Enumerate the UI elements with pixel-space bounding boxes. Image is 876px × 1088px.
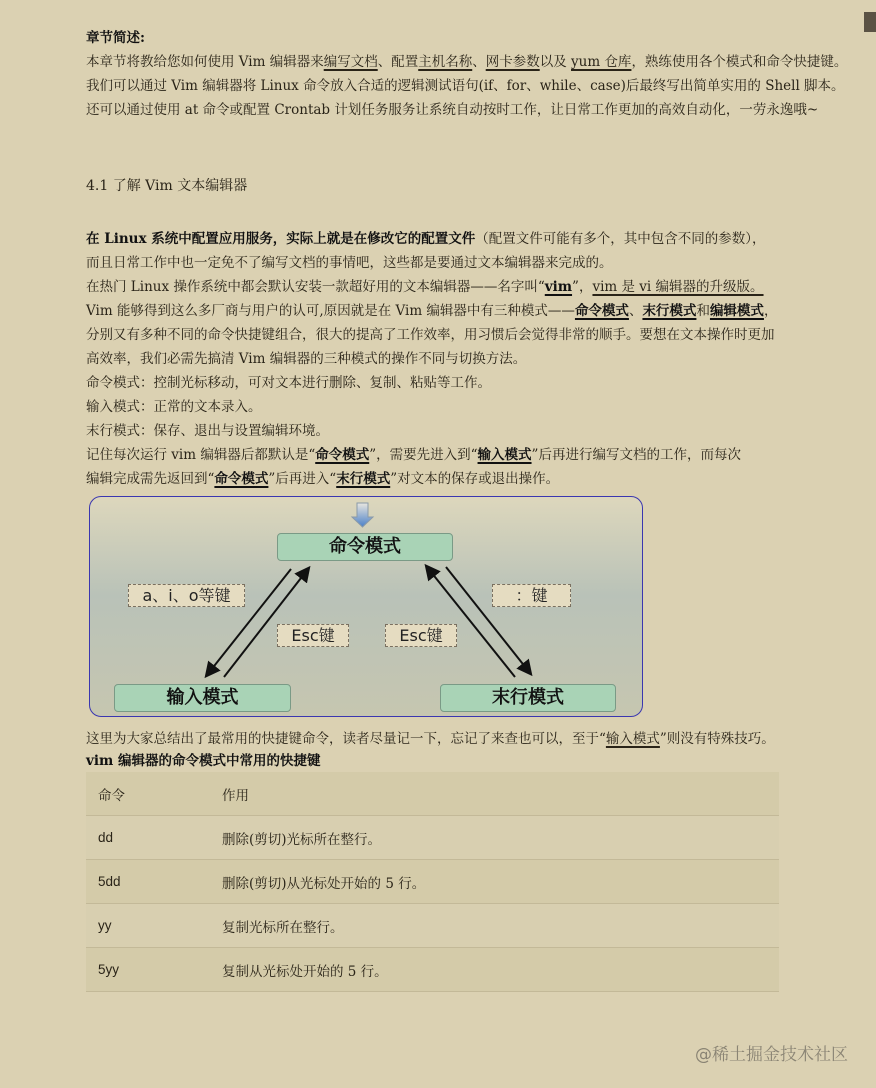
emphasized-term: 编写文档	[323, 54, 378, 70]
text-segment: ”后再进入“	[268, 471, 337, 487]
watermark: @稀土掘金技术社区	[695, 1045, 848, 1065]
cell-command: yy	[86, 904, 210, 948]
text-segment: 在热门 Linux 操作系统中都会默认安装一款超好用的文本编辑器——名字叫“	[86, 279, 545, 295]
text-segment: Vim 能够得到这么多厂商与用户的认可,原因就是在 Vim 编辑器中有三种模式——	[86, 303, 575, 319]
side-panel-tab[interactable]	[864, 12, 876, 32]
emphasized-term: yum 仓库	[571, 54, 632, 70]
shortcut-table	[86, 772, 779, 992]
text-segment: 在 Linux 系统中配置应用服务，实际上就是在修改它的配置文件	[86, 231, 476, 247]
lastline-mode-box: 末行模式	[440, 684, 616, 712]
text-segment: 记住每次运行 vim 编辑器后都默认是“	[86, 447, 316, 463]
body-line	[86, 373, 491, 393]
text-segment: ”则没有特殊技巧。	[659, 731, 775, 747]
body-line	[86, 397, 262, 417]
table-row	[86, 816, 779, 860]
text-segment: 而且日常工作中也一定免不了编写文档的事情吧，这些都是要通过文本编辑器来完成的。	[86, 255, 613, 271]
emphasized-term: vim	[544, 279, 573, 295]
emphasized-term: 末行模式	[642, 303, 697, 319]
cell-action: 删除(剪切)光标所在整行。	[210, 816, 779, 860]
cell-command: 5dd	[86, 860, 210, 904]
text-segment: 还可以通过使用 at 命令或配置 Crontab 计划任务服务让系统自动按时工作，让日常工作更加的高效自动化，一劳永逸哦~	[86, 102, 819, 118]
body-line	[86, 445, 741, 465]
emphasized-term: 主机名称	[418, 54, 473, 70]
intro-line	[86, 52, 847, 72]
body-line	[86, 325, 775, 345]
text-segment: 高效率，我们必需先搞清 Vim 编辑器的三种模式的操作不同与切换方法。	[86, 351, 527, 367]
emphasized-term: 输入模式	[605, 731, 660, 747]
table-title: vim 编辑器的命令模式中常用的快捷键	[86, 753, 321, 769]
emphasized-term: 末行模式	[336, 471, 391, 487]
intro-heading: 章节简述:	[86, 30, 145, 46]
body-line	[86, 349, 526, 369]
body-line	[86, 421, 329, 441]
key-label-colon: ：键	[492, 584, 571, 607]
key-label-aio: a、i、o等键	[128, 584, 245, 607]
text-segment: 命令模式：控制光标移动，可对文本进行删除、复制、粘贴等工作。	[86, 375, 491, 391]
body-line	[86, 277, 764, 297]
text-segment: （配置文件可能有多个，其中包含不同的参数），	[475, 231, 766, 247]
key-label-esc-left: Esc键	[277, 624, 349, 647]
header-command: 命令	[86, 772, 210, 816]
text-segment: 、	[472, 54, 486, 70]
cell-action: 复制从光标处开始的 5 行。	[210, 948, 779, 992]
body-line	[86, 253, 613, 273]
emphasized-term: vim 是 vi 编辑器的升级版。	[592, 279, 764, 295]
section-title: 4.1 了解 Vim 文本编辑器	[86, 178, 248, 194]
text-segment: ”对文本的保存或退出操作。	[390, 471, 560, 487]
command-mode-box: 命令模式	[277, 533, 453, 561]
text-segment: ”后再进行编写文档的工作，而每次	[531, 447, 741, 463]
body-line	[86, 229, 765, 249]
table-row	[86, 904, 779, 948]
intro-line	[86, 76, 845, 96]
table-header-row	[86, 772, 779, 816]
text-segment: 、	[628, 303, 643, 319]
emphasized-term: 编辑模式	[709, 303, 764, 319]
text-segment: 这里为大家总结出了最常用的快捷键命令，读者尽量记一下，忘记了来查也可以，至于“	[86, 731, 606, 747]
arrow-to-lastline	[446, 567, 530, 673]
text-segment: 编辑完成需先返回到“	[86, 471, 215, 487]
cell-action: 复制光标所在整行。	[210, 904, 779, 948]
cell-command: dd	[86, 816, 210, 860]
text-segment: ，熟练使用各个模式和命令快捷键。	[631, 54, 848, 70]
text-segment: 、配置	[377, 54, 419, 70]
intro-line	[86, 100, 818, 120]
input-mode-box: 输入模式	[114, 684, 291, 712]
body-line	[86, 469, 559, 489]
text-segment: ，	[763, 303, 778, 319]
text-segment: 输入模式：正常的文本录入。	[86, 399, 262, 415]
table-row	[86, 860, 779, 904]
emphasized-term: 网卡参数	[485, 54, 540, 70]
emphasized-term: 命令模式	[315, 447, 370, 463]
vim-mode-diagram	[89, 496, 643, 717]
header-action: 作用	[210, 772, 779, 816]
key-label-esc-right: Esc键	[385, 624, 457, 647]
entry-arrow-icon	[352, 503, 373, 527]
text-segment: 我们可以通过 Vim 编辑器将 Linux 命令放入合适的逻辑测试语句(if、for、while、case)后最终写出简单实用的 Shell 脚本。	[86, 78, 845, 94]
text-segment: 末行模式：保存、退出与设置编辑环境。	[86, 423, 329, 439]
emphasized-term: 命令模式	[574, 303, 629, 319]
summary-line	[86, 729, 775, 749]
table-row	[86, 948, 779, 992]
text-segment: 和	[696, 303, 710, 319]
body-line	[86, 301, 777, 321]
text-segment: ”，需要先进入到“	[369, 447, 478, 463]
text-segment: 分别又有多种不同的命令快捷键组合，很大的提高了工作效率，用习惯后会觉得非常的顺手。要想在文本操作时更加	[86, 327, 775, 343]
text-segment: ”，	[572, 279, 593, 295]
cell-command: 5yy	[86, 948, 210, 992]
emphasized-term: 命令模式	[214, 471, 269, 487]
emphasized-term: 输入模式	[477, 447, 532, 463]
text-segment: 以及	[539, 54, 572, 70]
text-segment: 本章节将教给您如何使用 Vim 编辑器来	[86, 54, 324, 70]
cell-action: 删除(剪切)从光标处开始的 5 行。	[210, 860, 779, 904]
